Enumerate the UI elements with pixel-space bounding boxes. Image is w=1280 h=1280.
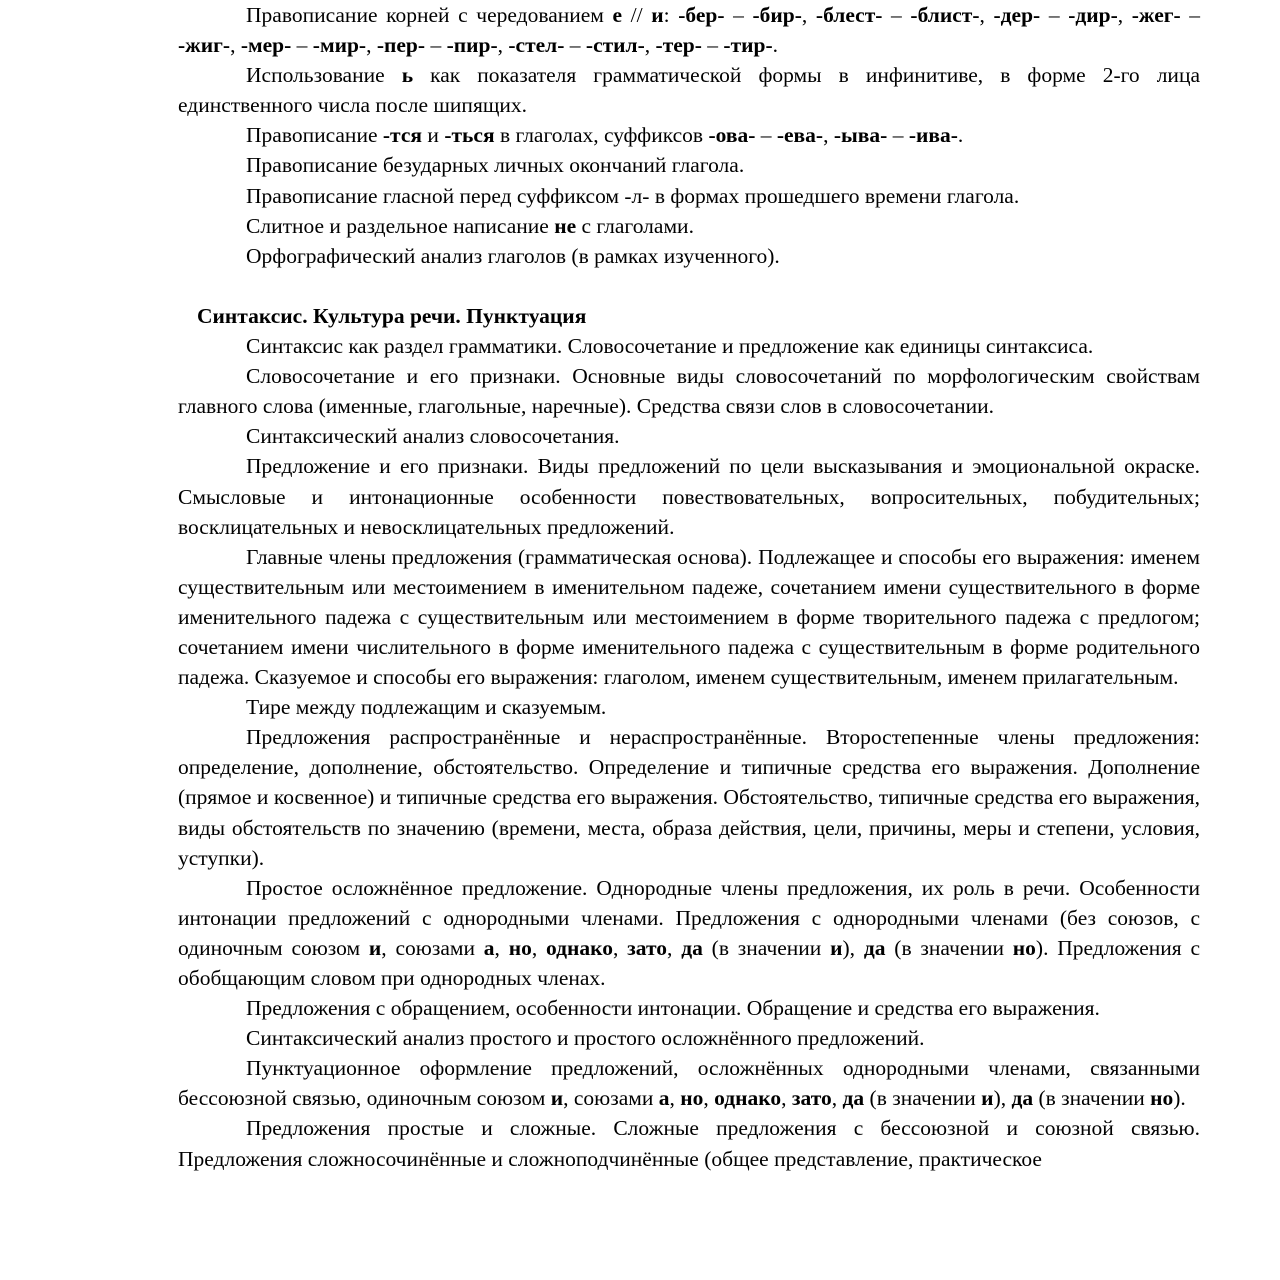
text-run: Тире между подлежащим и сказуемым.	[246, 695, 607, 720]
bold-term: е	[612, 3, 623, 27]
text-run: –	[882, 3, 911, 27]
bold-term: и	[368, 935, 382, 960]
text-run: Правописание безударных личных окончаний глагола.	[246, 153, 745, 178]
bold-term: -ться	[444, 123, 495, 148]
paragraph-spacer	[178, 271, 1200, 301]
document-body	[178, 0, 1200, 1174]
bold-term: -мир-	[312, 33, 367, 58]
text-run: ,	[497, 33, 509, 58]
text-run: Правописание корней с чередованием	[246, 3, 613, 27]
text-run: ,	[979, 3, 994, 27]
text-run: Пунктуационное оформление предложений, осложнённых однородными членами, связанными бессоюзной связью, одиночным союзом	[178, 1056, 1200, 1111]
bold-term: и	[651, 3, 664, 27]
bold-term: но	[508, 935, 532, 960]
bold-term: и	[981, 1086, 994, 1111]
document-paragraph	[178, 1023, 1200, 1053]
document-paragraph	[178, 993, 1200, 1023]
bold-term: да	[842, 1086, 865, 1111]
bold-term: -ива-	[908, 123, 958, 148]
text-run: :	[663, 3, 679, 27]
document-paragraph	[178, 722, 1200, 872]
text-run: ,	[494, 935, 509, 960]
text-run: Синтаксический анализ словосочетания.	[246, 424, 620, 449]
bold-term: зато	[627, 935, 668, 960]
text-run: –	[887, 123, 909, 148]
bold-term: -стел-	[508, 33, 565, 58]
document-paragraph	[178, 60, 1200, 120]
bold-term: да	[1011, 1086, 1034, 1111]
document-paragraph	[178, 181, 1200, 211]
text-run: –	[701, 33, 724, 58]
text-run: Правописание	[246, 123, 383, 148]
text-run: Главные члены предложения (грамматическая основа). Подлежащее и способы его выражения: именем существительным или местоимением в именительном падеже, сочетанием имени существительного в форме именительного падежа с существительным или местоимением в форме творительного падежа с предлогом; сочетанием имени числительного в форме именительного падежа с существительным в форме родительного падежа. Сказуемое и способы его выражения: глаголом, именем существительным, именем прилагательным.	[178, 544, 1200, 690]
text-run: с глаголами.	[576, 213, 694, 238]
text-run: ,	[667, 935, 682, 960]
text-run: –	[425, 33, 447, 58]
text-run: ).	[1173, 1086, 1186, 1111]
text-run: (в значении	[702, 935, 831, 960]
bold-term: -ева-	[776, 123, 824, 148]
bold-term: и	[830, 935, 843, 960]
bold-term: -жиг-	[178, 33, 231, 58]
text-run: (в значении	[864, 1086, 982, 1111]
bold-term: да	[681, 935, 703, 960]
text-run: , союзами	[381, 935, 484, 960]
document-paragraph	[178, 120, 1200, 150]
text-run: –	[1040, 3, 1069, 27]
text-run: Использование	[246, 63, 402, 88]
text-run: (в значении	[885, 935, 1013, 960]
text-run: Правописание гласной перед суффиксом -л- в формах прошедшего времени глагола.	[246, 183, 1020, 208]
text-run: Синтаксис как раздел грамматики. Словосочетание и предложение как единицы синтаксиса.	[246, 334, 1094, 359]
document-paragraph	[178, 331, 1200, 361]
text-run: –	[755, 123, 777, 148]
bold-term: -блист-	[910, 3, 980, 27]
text-run: //	[622, 3, 652, 27]
document-paragraph	[178, 241, 1200, 271]
text-run: ,	[531, 935, 546, 960]
bold-term: но	[1012, 935, 1036, 960]
text-run: ,	[823, 123, 834, 148]
document-paragraph	[178, 421, 1200, 451]
bold-term: да	[863, 935, 886, 960]
bold-term: -мер-	[240, 33, 292, 58]
bold-term: -ова-	[708, 123, 756, 148]
document-paragraph	[178, 542, 1200, 692]
text-run: Словосочетание и его признаки. Основные виды словосочетаний по морфологическим свойствам главного слова (именные, глагольные, наречные). Средства связи слов в словосочетании.	[178, 364, 1200, 419]
bold-term: -стил-	[585, 33, 645, 58]
text-run: , союзами	[563, 1086, 659, 1111]
text-run: .	[957, 123, 964, 148]
bold-term: но	[680, 1086, 704, 1111]
text-run: –	[724, 3, 753, 27]
text-run: ,	[366, 33, 377, 58]
bold-term: -тся	[382, 123, 423, 148]
text-run: ,	[703, 1086, 715, 1111]
bold-term: -тер-	[655, 33, 702, 58]
text-run: ). Предложения с обобщающим словом при однородных членах.	[178, 935, 1201, 990]
bold-term: -бер-	[678, 3, 725, 27]
document-paragraph	[178, 692, 1200, 722]
text-run: –	[564, 33, 586, 58]
bold-term: зато	[791, 1086, 832, 1111]
text-run: в глаголах, суффиксов	[494, 123, 709, 148]
document-paragraph	[178, 0, 1200, 60]
text-run: ,	[644, 33, 656, 58]
text-run: ,	[831, 1086, 843, 1111]
document-paragraph	[178, 873, 1200, 993]
text-run: как показателя грамматической формы в инфинитиве, в форме 2-го лица единственного числа после шипящих.	[178, 63, 1200, 118]
bold-term: -дер-	[993, 3, 1041, 27]
text-run: –	[1180, 3, 1201, 27]
document-paragraph	[178, 1053, 1200, 1113]
text-run: и	[422, 123, 445, 148]
bold-term: -жег-	[1131, 3, 1181, 27]
bold-term: а	[658, 1086, 670, 1111]
bold-term: однако	[546, 935, 613, 960]
document-paragraph	[178, 1113, 1200, 1173]
text-run: ),	[842, 935, 864, 960]
section-heading	[178, 301, 1200, 331]
text-run: ),	[993, 1086, 1012, 1111]
document-paragraph	[178, 451, 1200, 541]
text-run: Предложения распространённые и нераспространённые. Второстепенные члены предложения: определение, дополнение, обстоятельство. Определение и типичные средства его выражения. Дополнение (прямое и косвенное) и типичные средства его выражения. Обстоятельство, типичные средства его выражения, виды обстоятельств по значению (времени, места, образа действия, цели, причины, меры и степени, условия, уступки).	[178, 725, 1200, 870]
bold-term: не	[554, 213, 577, 238]
document-paragraph	[178, 150, 1200, 180]
bold-term: -пир-	[446, 33, 498, 58]
document-paragraph	[178, 211, 1200, 241]
text-run: Синтаксический анализ простого и простого осложнённого предложений.	[246, 1026, 925, 1051]
text-run: ,	[1117, 3, 1132, 27]
bold-term: ь	[401, 63, 414, 88]
text-run: Предложения с обращением, особенности интонации. Обращение и средства его выражения.	[246, 996, 1100, 1021]
bold-term: -бир-	[752, 3, 802, 27]
text-run: ,	[230, 33, 241, 58]
text-run: (в значении	[1033, 1086, 1151, 1111]
text-run: Орфографический анализ глаголов (в рамках изученного).	[246, 243, 780, 268]
text-run: Слитное и раздельное написание	[246, 213, 555, 238]
bold-term: -блест-	[815, 3, 883, 27]
bold-term: и	[550, 1086, 564, 1111]
text-run: ,	[801, 3, 816, 27]
text-run: ,	[669, 1086, 681, 1111]
text-run: ,	[781, 1086, 792, 1111]
text-run: Предложения простые и сложные. Сложные предложения с бессоюзной и союзной связью. Предложения сложносочинённые и сложноподчинённые (общее представление, практическое	[178, 1116, 1200, 1171]
bold-term: однако	[714, 1086, 782, 1111]
document-paragraph	[178, 361, 1200, 421]
text-run: .	[772, 33, 779, 58]
bold-term: -тир-	[723, 33, 773, 58]
bold-term: Синтаксис. Культура речи. Пунктуация	[197, 303, 587, 328]
bold-term: -ыва-	[833, 123, 888, 148]
text-run: Предложение и его признаки. Виды предложений по цели высказывания и эмоциональной окраске. Смысловые и интонационные особенности повествовательных, вопросительных, побудительных; восклицательных и невосклицательных предложений.	[178, 454, 1200, 539]
bold-term: а	[483, 935, 495, 960]
bold-term: -пер-	[376, 33, 426, 58]
text-run: –	[291, 33, 313, 58]
text-run: Простое осложнённое предложение. Однородные члены предложения, их роль в речи. Особенности интонации предложений с однородными членами. Предложения с однородными членами (без союзов, с одиночным союзом	[178, 875, 1200, 960]
bold-term: но	[1150, 1086, 1174, 1111]
text-run: ,	[613, 935, 628, 960]
bold-term: -дир-	[1068, 3, 1118, 27]
